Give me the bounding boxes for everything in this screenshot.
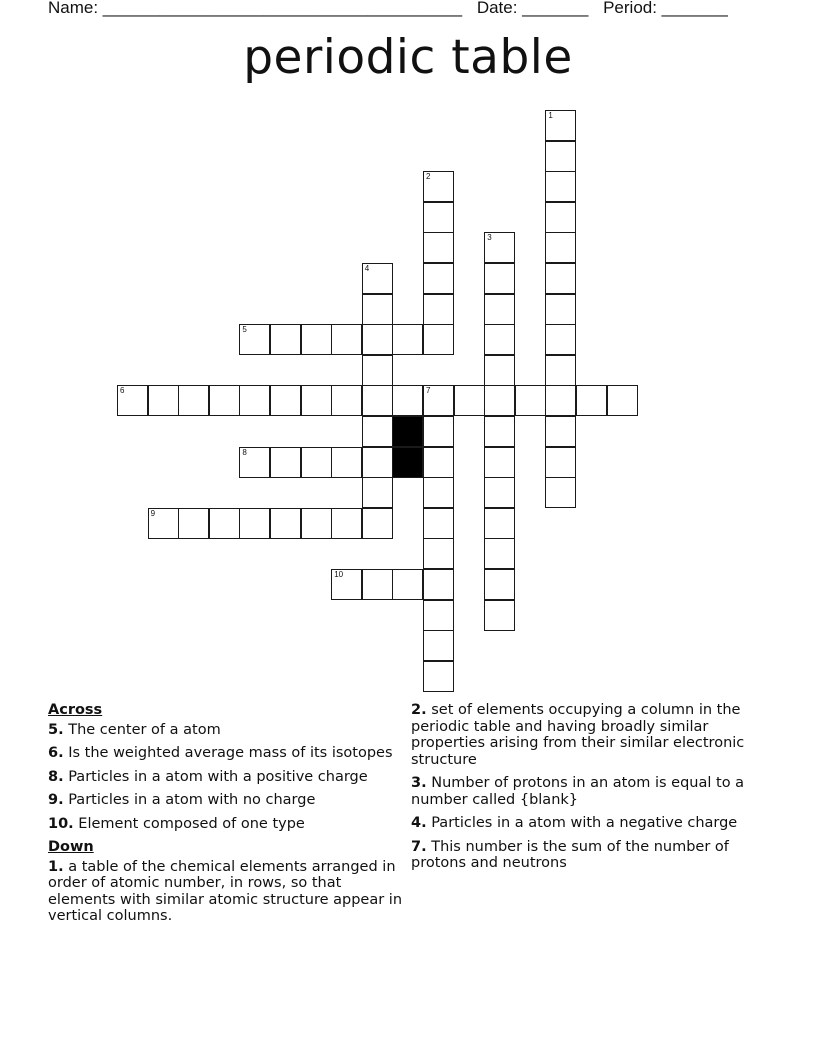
- clue-text: Particles in a atom with a positive charge: [68, 768, 368, 785]
- clue-number: 3.: [411, 775, 427, 791]
- clue-text: Element composed of one type: [78, 815, 305, 832]
- clue-number: 1.: [48, 858, 64, 875]
- clue-across-10: [48, 816, 408, 833]
- crossword-cell[interactable]: [423, 630, 454, 661]
- cell-number: 2: [426, 172, 431, 182]
- crossword-cell[interactable]: [545, 202, 576, 233]
- clue-down-3: [411, 775, 781, 808]
- crossword-cell[interactable]: [362, 324, 393, 355]
- cell-number: 7: [426, 386, 431, 396]
- crossword-cell[interactable]: [484, 324, 515, 355]
- crossword-cell[interactable]: [423, 202, 454, 233]
- crossword-cell[interactable]: [362, 569, 393, 600]
- clue-number: 7.: [411, 838, 427, 855]
- crossword-cell[interactable]: [423, 538, 454, 569]
- crossword-cell[interactable]: [607, 385, 638, 416]
- crossword-cell[interactable]: [545, 324, 576, 355]
- crossword-cell[interactable]: [362, 355, 393, 386]
- crossword-cell[interactable]: [423, 661, 454, 692]
- crossword-cell[interactable]: [484, 538, 515, 569]
- cell-number: 5: [242, 325, 247, 335]
- crossword-cell[interactable]: [545, 385, 576, 416]
- clue-down-4: [411, 815, 781, 832]
- crossword-cell[interactable]: [484, 263, 515, 294]
- crossword-cell[interactable]: [545, 141, 576, 172]
- puzzle-title: periodic table: [243, 30, 573, 85]
- clue-number: 5.: [48, 721, 64, 738]
- clue-text: Particles in a atom with a negative charge: [431, 815, 738, 831]
- clue-text: a table of the chemical elements arranged in order of atomic number, in rows, so that elements with similar atomic structure appear in vertical columns.: [48, 858, 403, 924]
- crossword-cell[interactable]: [178, 508, 209, 539]
- crossword-cell[interactable]: [270, 447, 301, 478]
- clue-across-9: [48, 792, 408, 809]
- crossword-cell[interactable]: [423, 447, 454, 478]
- crossword-cell[interactable]: [545, 110, 576, 141]
- crossword-cell[interactable]: [484, 569, 515, 600]
- crossword-cell[interactable]: [362, 385, 393, 416]
- crossword-cell[interactable]: [545, 171, 576, 202]
- clue-number: 9.: [48, 792, 64, 808]
- crossword-cell[interactable]: [545, 263, 576, 294]
- crossword-cell[interactable]: [270, 324, 301, 355]
- crossword-cell[interactable]: [239, 385, 270, 416]
- crossword-cell[interactable]: [515, 385, 546, 416]
- cell-number: 10: [334, 570, 344, 579]
- clue-number: 10.: [48, 815, 74, 832]
- crossword-cell[interactable]: [362, 447, 393, 478]
- crossword-cell[interactable]: [209, 508, 240, 539]
- crossword-cell[interactable]: [484, 232, 515, 263]
- crossword-cell[interactable]: [423, 294, 454, 325]
- crossword-cell[interactable]: [545, 355, 576, 386]
- crossword-cell[interactable]: [301, 508, 332, 539]
- crossword-cell[interactable]: [331, 447, 362, 478]
- crossword-cell[interactable]: [484, 294, 515, 325]
- clue-number: 6.: [48, 745, 64, 761]
- crossword-cell[interactable]: [239, 508, 270, 539]
- name-field[interactable]: Name: ______________________________________: [48, 0, 463, 17]
- crossword-cell[interactable]: [331, 508, 362, 539]
- crossword-cell[interactable]: [545, 416, 576, 447]
- crossword-cell[interactable]: [484, 416, 515, 447]
- crossword-cell[interactable]: [484, 385, 515, 416]
- crossword-cell[interactable]: [484, 477, 515, 508]
- cell-number: 4: [364, 264, 370, 273]
- crossword-cell[interactable]: [331, 385, 362, 416]
- crossword-cell[interactable]: [301, 385, 332, 416]
- clue-text: Particles in a atom with no charge: [68, 792, 316, 808]
- crossword-cell[interactable]: [331, 324, 362, 355]
- crossword-cell[interactable]: [392, 324, 423, 355]
- clue-across-6: [48, 745, 408, 762]
- crossword-cell[interactable]: [117, 385, 148, 416]
- clue-text: Number of protons in an atom is equal to a number called {blank}: [411, 775, 745, 808]
- clue-across-5: [48, 722, 408, 739]
- crossword-cell[interactable]: [331, 569, 362, 600]
- crossword-cell[interactable]: [545, 447, 576, 478]
- crossword-cell[interactable]: [362, 508, 393, 539]
- clue-number: 8.: [48, 768, 64, 785]
- crossword-cell[interactable]: [484, 355, 515, 386]
- crossword-cell[interactable]: [178, 385, 209, 416]
- date-field[interactable]: Date: _______: [476, 0, 589, 17]
- crossword-cell[interactable]: [484, 508, 515, 539]
- crossword-cell[interactable]: [484, 600, 515, 631]
- crossword-cell[interactable]: [148, 385, 179, 416]
- crossword-cell[interactable]: [392, 569, 423, 600]
- crossword-cell[interactable]: [209, 385, 240, 416]
- clue-down-1: [48, 859, 408, 925]
- crossword-cell[interactable]: [362, 294, 393, 325]
- clues-right-column: [411, 702, 781, 879]
- clue-down-2: [411, 702, 781, 768]
- crossword-cell[interactable]: [423, 477, 454, 508]
- clue-text: The center of a atom: [68, 721, 221, 738]
- crossword-cell[interactable]: [545, 232, 576, 263]
- clues-left-column: [48, 702, 408, 932]
- crossword-cell[interactable]: [423, 385, 454, 416]
- crossword-cell[interactable]: [270, 385, 301, 416]
- cell-number: 6: [120, 386, 125, 396]
- clue-text: This number is the sum of the number of protons and neutrons: [411, 838, 729, 871]
- crossword-cell[interactable]: [362, 477, 393, 508]
- crossword-cell[interactable]: [148, 508, 179, 539]
- cell-number: 1: [548, 111, 553, 120]
- across-heading: Across: [48, 702, 103, 718]
- crossword-cell[interactable]: [423, 600, 454, 631]
- blocked-cell: [392, 416, 423, 447]
- crossword-cell[interactable]: [545, 294, 576, 325]
- clue-number: 2.: [411, 702, 427, 718]
- blocked-cell: [392, 447, 423, 478]
- cell-number: 9: [150, 508, 156, 518]
- crossword-cell[interactable]: [362, 263, 393, 294]
- crossword-cell[interactable]: [362, 416, 393, 447]
- crossword-cell[interactable]: [239, 324, 270, 355]
- crossword-cell[interactable]: [423, 416, 454, 447]
- crossword-cell[interactable]: [239, 447, 270, 478]
- cell-number: 3: [487, 233, 492, 243]
- crossword-cell[interactable]: [423, 263, 454, 294]
- crossword-cell[interactable]: [423, 232, 454, 263]
- name-date-period-line: [48, 0, 738, 18]
- cell-number: 8: [242, 447, 247, 457]
- clue-down-7: [411, 839, 781, 872]
- crossword-cell[interactable]: [301, 447, 332, 478]
- crossword-cell[interactable]: [423, 171, 454, 202]
- crossword-cell[interactable]: [484, 447, 515, 478]
- crossword-cell[interactable]: [423, 569, 454, 600]
- crossword-cell[interactable]: [423, 508, 454, 539]
- clue-number: 4.: [411, 815, 427, 831]
- crossword-cell[interactable]: [270, 508, 301, 539]
- crossword-cell[interactable]: [392, 385, 423, 416]
- period-field[interactable]: Period: _______: [603, 0, 728, 17]
- crossword-cell[interactable]: [423, 324, 454, 355]
- clue-across-8: [48, 769, 408, 786]
- clue-text: Is the weighted average mass of its isotopes: [68, 745, 393, 761]
- down-heading: Down: [48, 839, 94, 855]
- crossword-cell[interactable]: [545, 477, 576, 508]
- clue-text: set of elements occupying a column in the periodic table and having broadly similar properties arising from their similar electronic structure: [411, 702, 745, 768]
- crossword-cell[interactable]: [301, 324, 332, 355]
- crossword-cell[interactable]: [454, 385, 485, 416]
- crossword-cell[interactable]: [576, 385, 607, 416]
